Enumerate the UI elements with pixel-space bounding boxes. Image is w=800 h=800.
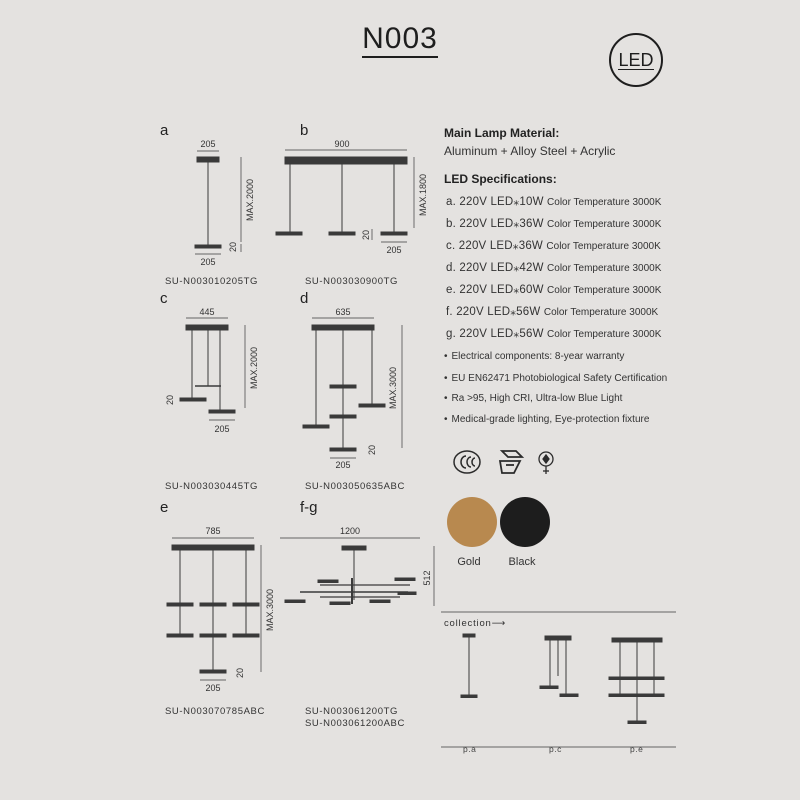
dim-fg-top: 1200 (339, 526, 361, 536)
spec-row-b: b. 220V LED⁎36W Color Temperature 3000K (446, 218, 662, 230)
feature-item: • Medical-grade lighting, Eye-protection fixture (444, 414, 649, 425)
drawing-fg (280, 538, 434, 606)
dim-e-bottom: 205 (205, 683, 221, 693)
ccc-mark-icon (454, 451, 480, 473)
dim-a-bottom: 205 (200, 257, 216, 267)
dim-d-gap: 20 (367, 444, 377, 456)
dim-b-bottom: 205 (386, 245, 402, 255)
dim-d-bottom: 205 (335, 460, 351, 470)
gold-label: Gold (457, 556, 481, 568)
dim-c-gap: 20 (165, 394, 175, 406)
drawing-e (167, 538, 261, 680)
model-number-c: SU-N003030445TG (165, 481, 258, 492)
dim-b-top: 900 (334, 139, 350, 149)
dim-e-height: MAX.3000 (265, 588, 275, 632)
dim-c-bottom: 205 (214, 424, 230, 434)
model-number-g: SU-N003061200ABC (305, 718, 405, 729)
product-letter-b: b (300, 122, 309, 139)
dim-d-height: MAX.3000 (388, 366, 398, 410)
collection-item-pe: p.e (630, 744, 644, 754)
model-number-d: SU-N003050635ABC (305, 481, 405, 492)
dim-e-top: 785 (205, 526, 221, 536)
collection-item-pc: p.c (549, 744, 562, 754)
spec-row-g: g. 220V LED⁎56W Color Temperature 3000K (446, 328, 662, 340)
dim-a-height: MAX.2000 (245, 178, 255, 222)
collection-item-pa: p.a (463, 744, 477, 754)
material-heading: Main Lamp Material: (444, 126, 560, 140)
spec-row-f: f. 220V LED⁎56W Color Temperature 3000K (446, 306, 659, 318)
black-swatch[interactable] (500, 497, 550, 547)
product-letter-fg: f-g (300, 499, 318, 516)
product-letter-d: d (300, 290, 309, 307)
feature-item: • Ra >95, High CRI, Ultra-low Blue Light (444, 393, 622, 404)
drawing-b (276, 150, 414, 242)
dim-fg-height: 512 (422, 570, 432, 586)
spec-row-a: a. 220V LED⁎10W Color Temperature 3000K (446, 196, 662, 208)
dim-a-top: 205 (200, 139, 216, 149)
collection-drawings (441, 612, 676, 747)
dim-d-top: 635 (335, 307, 351, 317)
dim-a-gap: 20 (228, 241, 238, 253)
product-letter-e: e (160, 499, 169, 516)
page-title: N003 (0, 22, 800, 56)
material-text: Aluminum + Alloy Steel + Acrylic (444, 144, 616, 158)
spec-row-e: e. 220V LED⁎60W Color Temperature 3000K (446, 284, 662, 296)
dim-c-top: 445 (199, 307, 215, 317)
bulb-mark-icon (539, 452, 553, 474)
drawing-a (195, 151, 241, 254)
spec-row-c: c. 220V LED⁎36W Color Temperature 3000K (446, 240, 661, 252)
certification-icons (452, 447, 562, 477)
led-badge-icon: LED (609, 33, 663, 87)
drawing-c (180, 318, 245, 420)
product-letter-c: c (160, 290, 168, 307)
gold-swatch[interactable] (447, 497, 497, 547)
black-label: Black (508, 556, 536, 568)
model-number-b: SU-N003030900TG (305, 276, 398, 287)
collection-label: collection⟶ (444, 618, 507, 629)
product-letter-a: a (160, 122, 169, 139)
model-number-f: SU-N003061200TG (305, 706, 398, 717)
model-number-e: SU-N003070785ABC (165, 706, 265, 717)
feature-item: • EU EN62471 Photobiological Safety Certification (444, 373, 667, 384)
feature-item: • Electrical components: 8-year warranty (444, 351, 624, 362)
dim-b-gap: 20 (361, 229, 371, 241)
model-number-a: SU-N003010205TG (165, 276, 258, 287)
led-spec-heading: LED Specifications: (444, 172, 557, 186)
ce-mark-icon (500, 451, 522, 473)
spec-row-d: d. 220V LED⁎42W Color Temperature 3000K (446, 262, 662, 274)
dim-e-gap: 20 (235, 667, 245, 679)
dim-c-height: MAX.2000 (249, 346, 259, 390)
dim-b-height: MAX.1800 (418, 173, 428, 217)
